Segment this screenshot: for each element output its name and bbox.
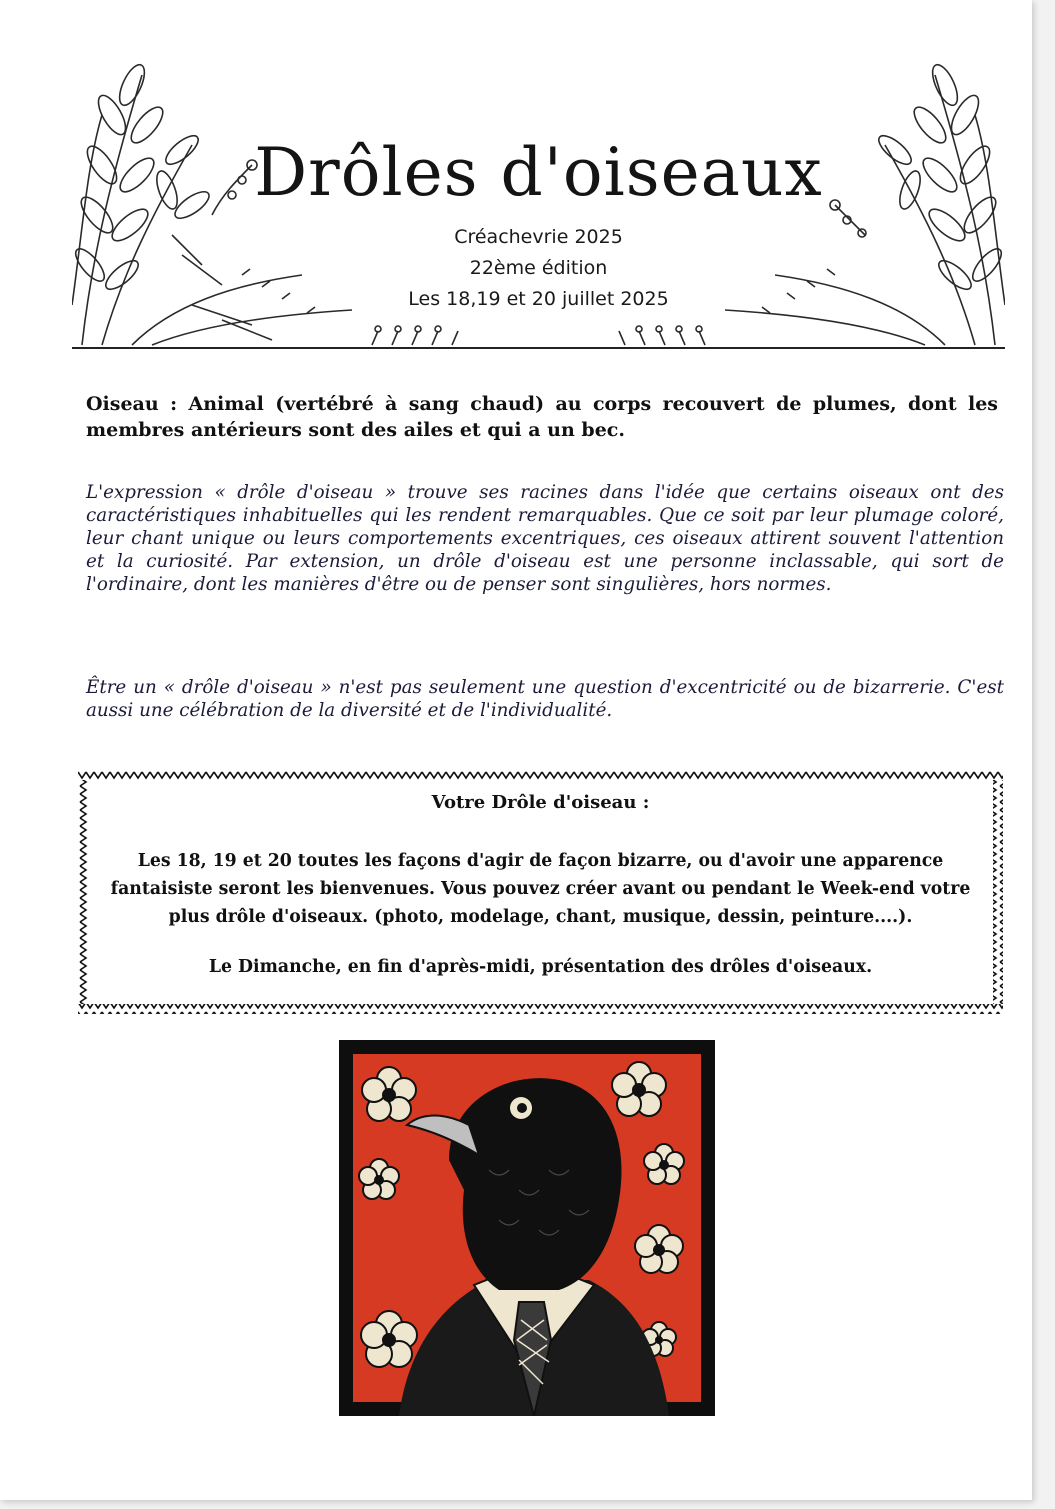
header xyxy=(72,55,1005,350)
event-name: Créachevrie 2025 xyxy=(454,226,623,248)
box-title: Votre Drôle d'oiseau : xyxy=(431,792,650,813)
header-divider xyxy=(72,347,1005,349)
page-title: Drôles d'oiseaux xyxy=(254,134,823,211)
paragraph-celebration: Être un « drôle d'oiseau » n'est pas seulement une question d'excentricité ou de bizarrerie. C'est aussi une célébration de la diversité et de l'individualité. xyxy=(86,677,1004,721)
info-box xyxy=(78,770,1003,1014)
edition-label: 22ème édition xyxy=(469,257,608,279)
paragraph-expression: L'expression « drôle d'oiseau » trouve ses racines dans l'idée que certains oiseaux ont des caractéristiques inhabituelles qui les rendent remarquables. Que ce soit par leur plumage coloré, leur chant unique ou leurs comportements excentriques, ces oiseaux attirent souvent l'attention et la curiosité. Par extension, un drôle d'oiseau est une personne inclassable, qui sort de l'ordinaire, dont les manières d'être ou de penser sont singulières, hors normes. xyxy=(86,482,1004,595)
event-dates: Les 18,19 et 20 juillet 2025 xyxy=(408,288,669,310)
box-footer: Le Dimanche, en fin d'après-midi, présentation des drôles d'oiseaux. xyxy=(208,957,873,977)
crow-in-suit-illustration xyxy=(339,1040,715,1416)
definition-text: Oiseau : Animal (vertébré à sang chaud) au corps recouvert de plumes, dont les membres antérieurs sont des ailes et qui a un bec. xyxy=(86,393,998,441)
box-body: Les 18, 19 et 20 toutes les façons d'agir de façon bizarre, ou d'avoir une apparence fantaisiste seront les bienvenues. Vous pouvez créer avant ou pendant le Week-end votre plus drôle d'oiseaux. (photo, modelage, chant, musique, dessin, peinture....). xyxy=(110,851,971,927)
